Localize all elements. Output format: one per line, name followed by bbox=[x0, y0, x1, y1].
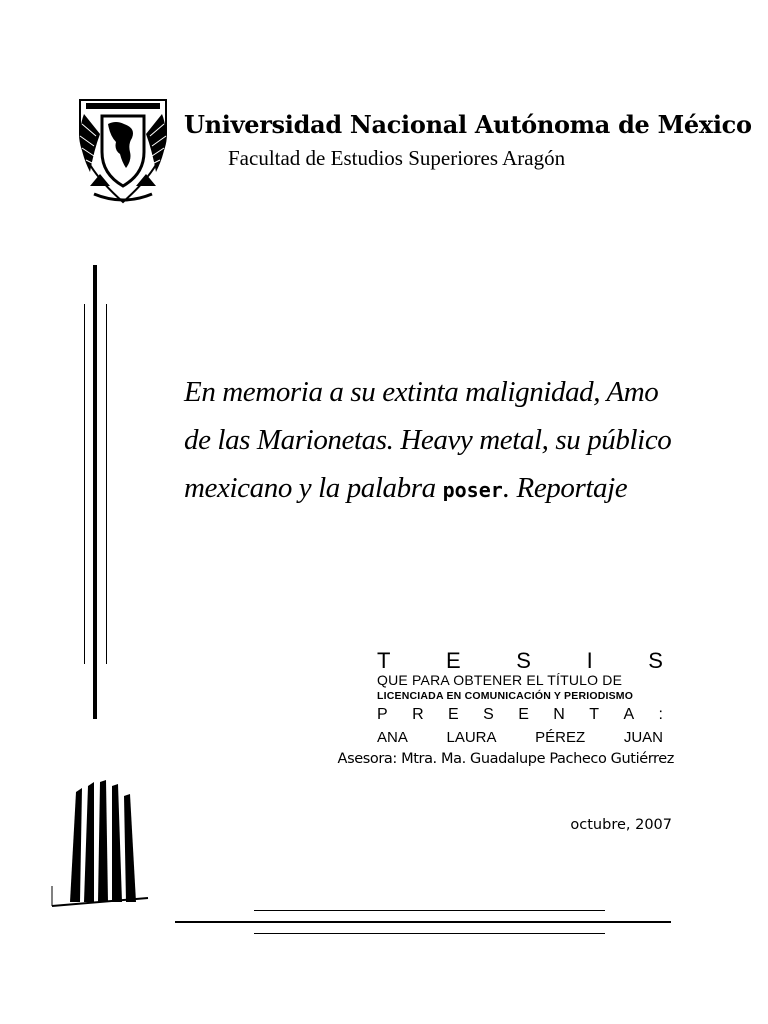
presenta-letter: N bbox=[553, 706, 565, 723]
presenta-letter: E bbox=[518, 706, 529, 723]
vertical-rule-thick bbox=[93, 265, 97, 719]
author-name bbox=[377, 729, 663, 747]
degree-intro-text: QUE PARA OBTENER EL TÍTULO DE bbox=[377, 672, 623, 688]
title-emphasis: poser bbox=[442, 478, 503, 502]
presenta-letter: T bbox=[589, 706, 600, 723]
title-part-1: En memoria a su extinta malignidad, Amo de las Marionetas. Heavy metal, su público mexicano y la palabra bbox=[184, 376, 672, 504]
degree-name-text: LICENCIADA EN COMUNICACIÓN Y PERIODISMO bbox=[377, 690, 634, 702]
presenta-heading bbox=[377, 706, 663, 726]
tesis-letter: S bbox=[516, 648, 531, 673]
tesis-letter: S bbox=[648, 648, 663, 673]
advisor-line: Asesora: Mtra. Ma. Guadalupe Pacheco Gutiérrez bbox=[337, 751, 674, 767]
vertical-rule-thin-left bbox=[84, 304, 85, 664]
author-word: ANA bbox=[377, 729, 408, 746]
unam-seal-icon bbox=[70, 94, 176, 208]
title-part-2: . Reportaje bbox=[502, 472, 628, 504]
thesis-title bbox=[184, 368, 684, 514]
degree-name bbox=[377, 690, 663, 702]
degree-intro bbox=[377, 672, 663, 688]
author-word: PÉREZ bbox=[535, 729, 586, 746]
presenta-letter: S bbox=[483, 706, 494, 723]
tesis-letter: E bbox=[446, 648, 461, 673]
thesis-date: octubre, 2007 bbox=[570, 817, 672, 833]
presenta-letter: R bbox=[412, 706, 424, 723]
bottom-rule-middle bbox=[175, 921, 671, 923]
university-name: Universidad Nacional Autónoma de México bbox=[184, 110, 752, 139]
presenta-letter: E bbox=[448, 706, 459, 723]
tesis-letter: I bbox=[586, 648, 593, 673]
presenta-letter: : bbox=[658, 706, 663, 723]
author-word: JUAN bbox=[623, 729, 663, 746]
tesis-letter: T bbox=[377, 648, 391, 673]
author-word: LAURA bbox=[446, 729, 497, 746]
presenta-letter: P bbox=[377, 706, 388, 723]
tesis-heading bbox=[377, 648, 663, 674]
bottom-rule-top bbox=[254, 910, 605, 911]
vertical-rule-thin-right bbox=[106, 304, 107, 664]
fes-aragon-logo-icon bbox=[50, 778, 150, 913]
faculty-name: Facultad de Estudios Superiores Aragón bbox=[228, 146, 566, 170]
presenta-letter: A bbox=[623, 706, 635, 723]
bottom-rule-bottom bbox=[254, 933, 605, 934]
